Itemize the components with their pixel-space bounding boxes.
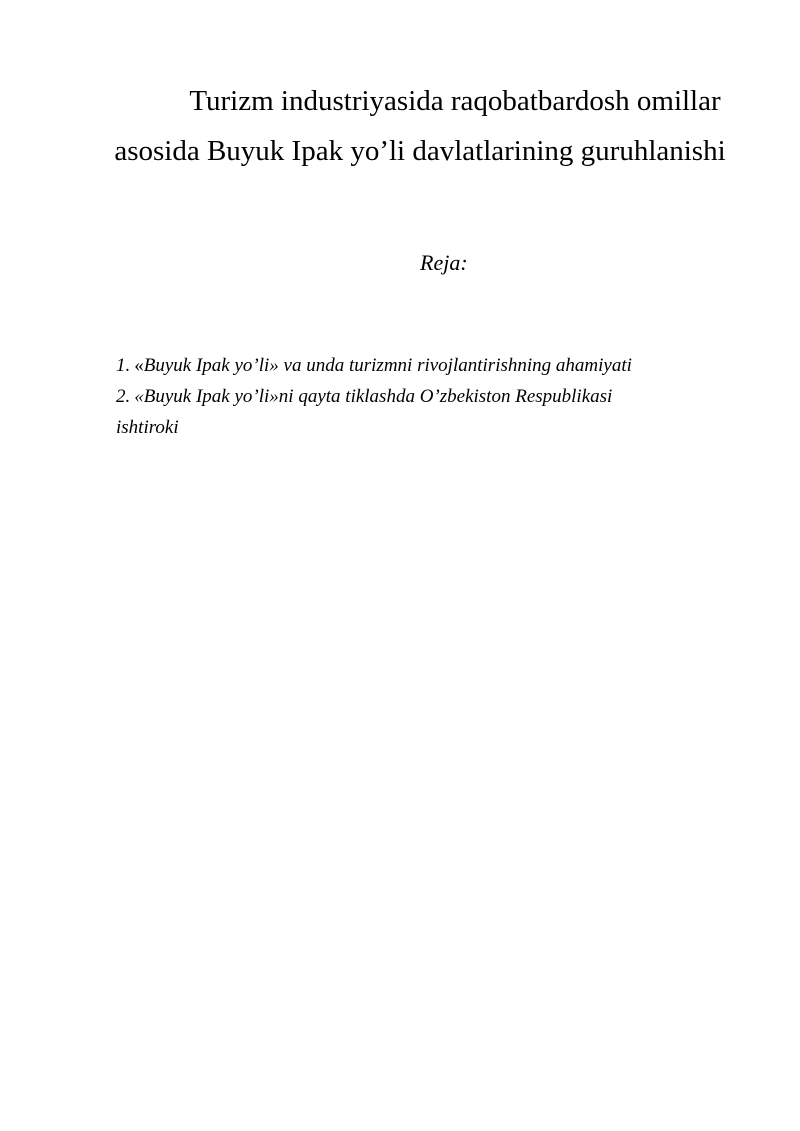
plan-item-number: 1. [116,355,131,376]
plan-item-text: Buyuk Ipak yo’li» va unda turizmni rivojlantirishning ahamiyati [143,355,632,376]
plan-item-1 [116,350,716,381]
plan-list [116,350,716,443]
title-line-1: Turizm industriyasida raqobatbardosh omillar [189,85,721,117]
plan-item-2-continued [116,412,716,443]
plan-heading: Reja: [420,250,468,275]
plan-item-text-line-1: «Buyuk Ipak yo’li»ni qayta tiklashda O’zbekiston Respublikasi [134,386,613,407]
plan-item-2 [116,381,716,412]
document-title [100,76,740,176]
open-quote: « [134,355,144,376]
title-line-2: asosida Buyuk Ipak yo’li davlatlarining guruhlanishi [114,135,726,167]
plan-item-number: 2. [116,386,131,407]
plan-item-text-line-2: ishtiroki [116,417,179,438]
